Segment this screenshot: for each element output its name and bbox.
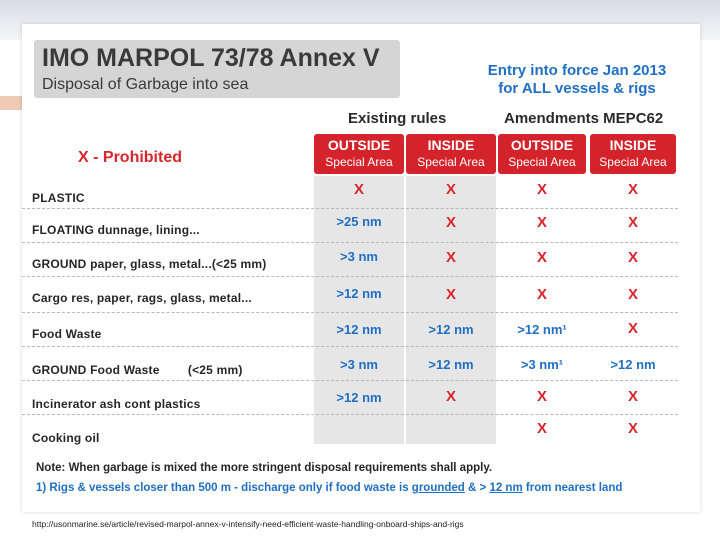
cell-floating-existing-outside: >25 nm: [336, 214, 382, 229]
col-header-line2: Special Area: [508, 155, 576, 169]
note-mixed-garbage: Note: When garbage is mixed the more stringent disposal requirements shall apply.: [36, 462, 493, 474]
slide-title: IMO MARPOL 73/78 Annex V: [42, 44, 380, 72]
cell-incinerator-existing-outside: >12 nm: [336, 390, 382, 405]
entry-line-1: Entry into force Jan 2013: [487, 62, 667, 79]
row-label-ground-food-waste: GROUND Food Waste (<25 mm): [32, 363, 243, 377]
row-label-food-waste: Food Waste: [32, 327, 102, 341]
row-separator: [22, 380, 678, 381]
cell-incinerator-amend-outside: X: [536, 388, 547, 405]
row-label-cooking-oil: Cooking oil: [32, 431, 100, 445]
row-separator: [22, 242, 678, 243]
cell-ground-paper-amend-inside: X: [627, 249, 638, 266]
col-header-amend-outside: [498, 134, 586, 174]
col-header-line1: OUTSIDE: [327, 137, 391, 153]
prohibited-legend: X - Prohibited: [78, 149, 182, 166]
row-label-ground-paper: GROUND paper, glass, metal...(<25 mm): [32, 257, 267, 271]
cell-ground-food-amend-outside: >3 nm¹: [520, 357, 564, 372]
slide-subtitle: Disposal of Garbage into sea: [42, 76, 249, 93]
cell-food-waste-existing-outside: >12 nm: [336, 322, 382, 337]
col-header-line2: Special Area: [417, 155, 485, 169]
footnote-distance: 12 nm: [489, 482, 523, 494]
footnote-rigs: [36, 482, 622, 494]
cell-ground-food-existing-inside: >12 nm: [428, 357, 474, 372]
entry-into-force: [462, 62, 692, 98]
footnote-mid: & >: [464, 482, 490, 494]
cell-cooking-oil-amend-outside: X: [536, 420, 547, 437]
col-header-line2: Special Area: [599, 155, 667, 169]
source-url: http://usonmarine.se/article/revised-marpol-annex-v-intensify-need-efficient-waste-handling-onboard-ships-and-rigs: [32, 519, 464, 529]
row-label-plastic: PLASTIC: [32, 191, 85, 205]
cell-ground-paper-existing-inside: X: [445, 249, 456, 266]
col-header-line2: Special Area: [325, 155, 393, 169]
row-separator: [22, 208, 678, 209]
cell-ground-paper-amend-outside: X: [536, 249, 547, 266]
row-label-incinerator-ash: Incinerator ash cont plastics: [32, 397, 201, 411]
row-label-floating: FLOATING dunnage, lining...: [32, 223, 200, 237]
col-header-amend-inside: [590, 134, 676, 174]
group-existing-rules: Existing rules: [348, 110, 447, 127]
cell-ground-paper-existing-outside: >3 nm: [340, 249, 378, 264]
footnote-post: from nearest land: [522, 482, 623, 494]
cell-plastic-amend-outside: X: [536, 181, 547, 198]
cell-incinerator-existing-inside: X: [445, 388, 456, 405]
col-header-line1: OUTSIDE: [510, 137, 574, 153]
cell-cargo-res-existing-inside: X: [445, 286, 456, 303]
entry-line-2: for ALL vessels & rigs: [498, 80, 656, 97]
cell-cooking-oil-amend-inside: X: [627, 420, 638, 437]
col-header-existing-outside: [314, 134, 404, 174]
group-amendments: Amendments MEPC62: [504, 110, 664, 127]
cell-cargo-res-existing-outside: >12 nm: [336, 286, 382, 301]
cell-plastic-amend-inside: X: [627, 181, 638, 198]
col-header-existing-inside: [406, 134, 496, 174]
col-header-line1: INSIDE: [609, 137, 657, 153]
row-separator: [22, 346, 678, 347]
cell-food-waste-amend-outside: >12 nm¹: [517, 322, 567, 337]
cell-food-waste-amend-inside: X: [627, 320, 638, 337]
row-separator: [22, 414, 678, 415]
cell-ground-food-amend-inside: >12 nm: [610, 357, 656, 372]
cell-floating-existing-inside: X: [445, 214, 456, 231]
cell-ground-food-existing-outside: >3 nm: [340, 357, 378, 372]
row-separator: [22, 276, 678, 277]
cell-floating-amend-outside: X: [536, 214, 547, 231]
cell-incinerator-amend-inside: X: [627, 388, 638, 405]
cell-food-waste-existing-inside: >12 nm: [428, 322, 474, 337]
cell-plastic-existing-inside: X: [445, 181, 456, 198]
row-label-cargo-res: Cargo res, paper, rags, glass, metal...: [32, 291, 252, 305]
cell-cargo-res-amend-outside: X: [536, 286, 547, 303]
cell-cargo-res-amend-inside: X: [627, 286, 638, 303]
col-header-line1: INSIDE: [427, 137, 475, 153]
slide: [22, 24, 700, 512]
cell-plastic-existing-outside: X: [353, 181, 364, 198]
footnote-pre: 1) Rigs & vessels closer than 500 m - discharge only if food waste is: [36, 482, 412, 494]
row-separator: [22, 312, 678, 313]
title-box: [34, 40, 400, 98]
cell-floating-amend-inside: X: [627, 214, 638, 231]
footnote-grounded: grounded: [411, 482, 465, 494]
